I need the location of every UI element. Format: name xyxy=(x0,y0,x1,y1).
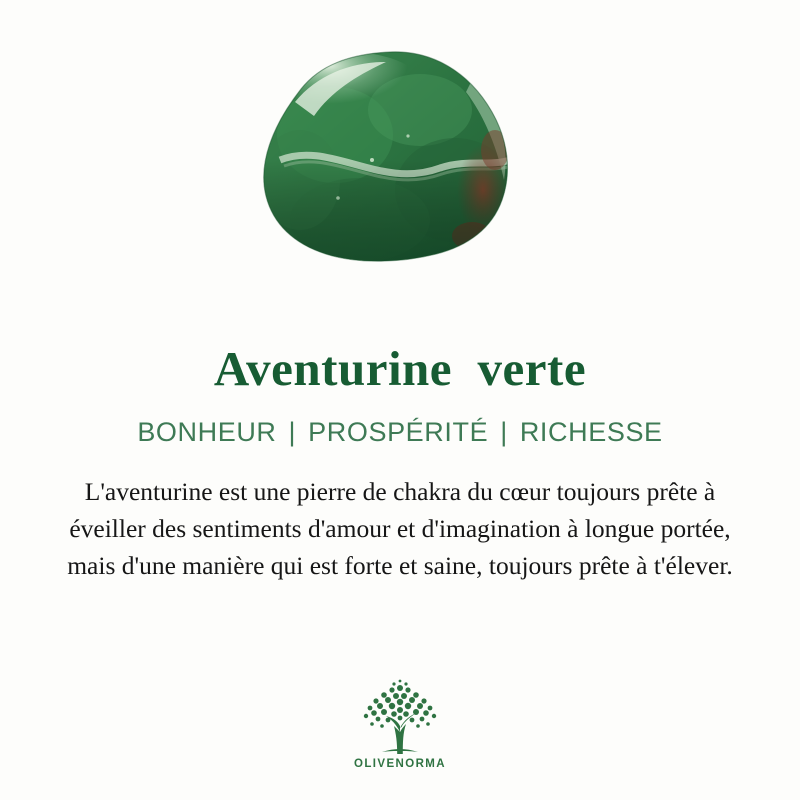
page-title: Aventurine verte xyxy=(213,341,587,396)
keyword-happiness: BONHEUR xyxy=(137,417,277,447)
tree-logo-icon xyxy=(352,676,448,756)
brand-name: OLIVENORMA xyxy=(354,758,446,770)
stone-illustration xyxy=(240,40,530,280)
keyword-prosperity: PROSPÉRITÉ xyxy=(308,417,489,447)
stone-image-area xyxy=(0,0,800,320)
green-aventurine-stone-icon xyxy=(240,40,530,280)
keyword-separator: | xyxy=(500,417,508,447)
keyword-list xyxy=(137,417,662,448)
keyword-separator: | xyxy=(288,417,297,447)
stone-description: L'aventurine est une pierre de chakra du cœur toujours prête à éveiller des sentiments d'amour et d'imagination à longue portée, mais d'une manière qui est forte et saine, toujours prête à t'élever. xyxy=(67,477,733,580)
keyword-wealth: RICHESSE xyxy=(519,417,663,447)
brand-logo xyxy=(0,676,800,770)
